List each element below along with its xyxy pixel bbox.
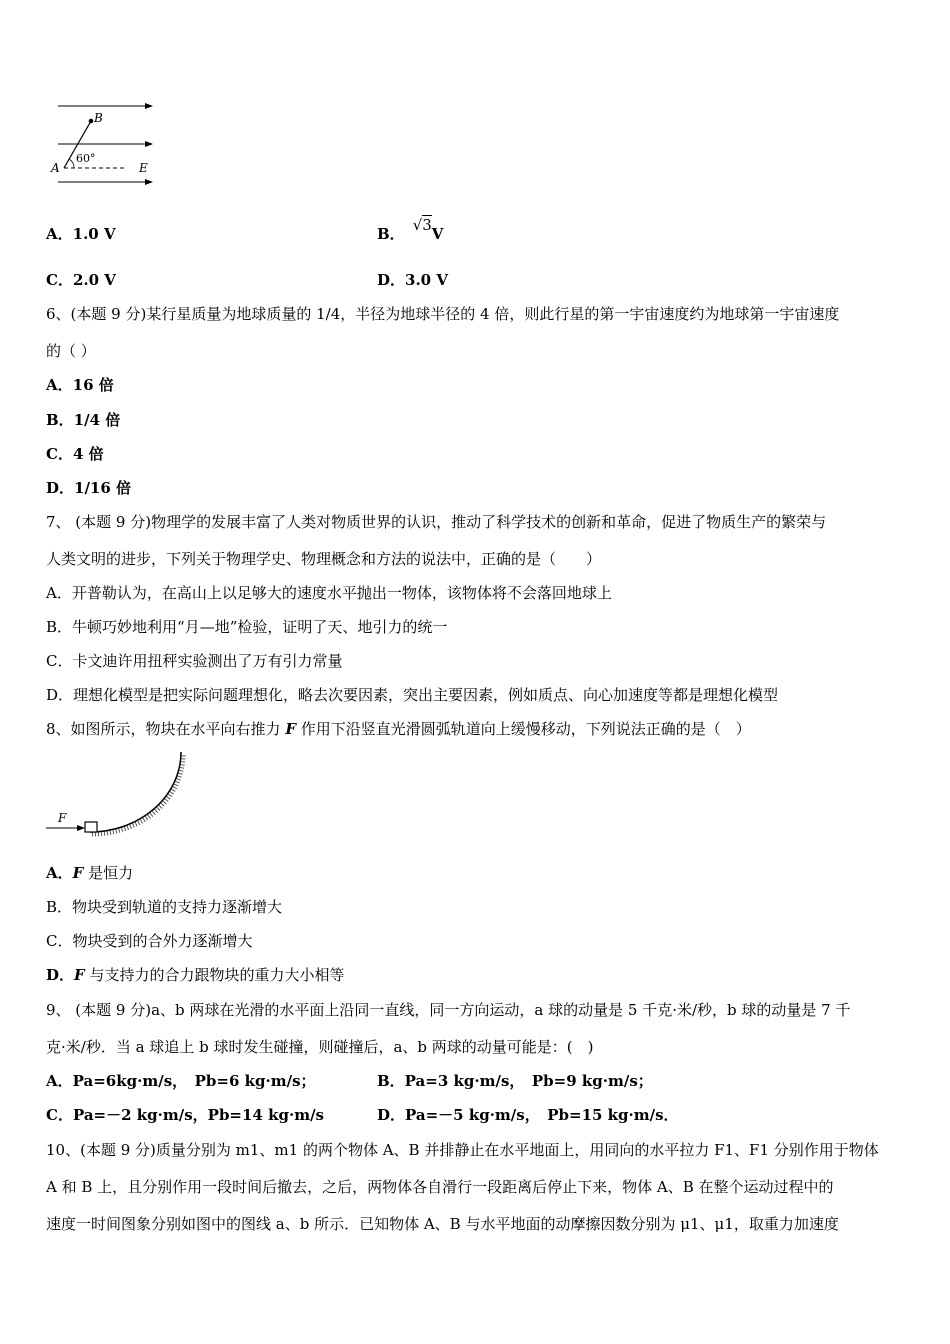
point-b [89, 119, 94, 124]
q8-option-d [46, 965, 344, 985]
q7-option-b: B．牛顿巧妙地利用“月—地”检验，证明了天、地引力的统一 [46, 618, 448, 636]
angle-label: 60° [76, 152, 96, 165]
angle-arc [69, 159, 74, 168]
q8-stem-post: 作用下沿竖直光滑圆弧轨道向上缓慢移动，下列说法正确的是（ ） [295, 720, 751, 738]
q6-stem-line1: 6、(本题 9 分)某行星质量为地球质量的 1/4，半径为地球半径的 4 倍，则此行星的第一宇宙速度约为地球第一宇宙速度 [46, 305, 840, 323]
block [85, 822, 97, 832]
arc-track [90, 752, 181, 832]
force-label: F [58, 811, 67, 825]
q5-option-b-radicand: 3 [422, 216, 432, 234]
q9-option-b: B．Pa=3 kg·m/s， Pb=9 kg·m/s； [377, 1072, 653, 1090]
q7-option-c: C．卡文迪许用扭秤实验测出了万有引力常量 [46, 652, 343, 670]
q6-option-d: D．1/16 倍 [46, 479, 132, 497]
q8-option-d-label: D． [46, 966, 75, 984]
field-diagram [48, 96, 158, 186]
q5-option-d: D．3.0 V [377, 271, 448, 289]
arc-track-diagram [44, 748, 194, 843]
q8-option-d-force: F [74, 966, 85, 984]
q8-stem-force: F [285, 720, 296, 738]
q10-stem-line3: 速度一时间图象分别如图中的图线 a、b 所示．已知物体 A、B 与水平地面的动摩擦因数分别为 μ1、μ1，取重力加速度 [46, 1215, 839, 1233]
q9-stem-line2: 克·米/秒．当 a 球追上 b 球时发生碰撞，则碰撞后，a、b 两球的动量可能是：( ) [46, 1038, 594, 1056]
q9-stem-line1: 9、 (本题 9 分)a、b 两球在光滑的水平面上沿同一直线，同一方向运动，a 球的动量是 5 千克·米/秒，b 球的动量是 7 千 [46, 1001, 851, 1019]
q5-option-c: C．2.0 V [46, 271, 116, 289]
q7-stem-line1: 7、 (本题 9 分)物理学的发展丰富了人类对物质世界的认识，推动了科学技术的创新和革命，促进了物质生产的繁荣与 [46, 513, 827, 531]
q8-option-d-text: 与支持力的合力跟物块的重力大小相等 [84, 966, 345, 984]
q8-option-c: C．物块受到的合外力逐渐增大 [46, 932, 253, 950]
label-e: E [139, 161, 148, 175]
q5-option-b-unit: V [431, 225, 444, 243]
q7-option-d: D．理想化模型是把实际问题理想化，略去次要因素，突出主要因素，例如质点、向心加速度等都是理想化模型 [46, 686, 779, 704]
q9-option-c: C．Pa=－2 kg·m/s，Pb=14 kg·m/s [46, 1106, 324, 1124]
q6-option-c: C．4 倍 [46, 445, 104, 463]
q9-option-a: A．Pa=6kg·m/s， Pb=6 kg·m/s； [46, 1072, 316, 1090]
q10-stem-line1: 10、(本题 9 分)质量分别为 m1、m1 的两个物体 A、B 并排静止在水平地面上，用同向的水平拉力 F1、F1 分别作用于物体 [46, 1141, 879, 1159]
q9-option-d: D．Pa=－5 kg·m/s， Pb=15 kg·m/s． [377, 1106, 679, 1124]
q6-stem-line2: 的（ ） [46, 342, 96, 360]
q8-option-a-text: 是恒力 [83, 864, 134, 882]
q5-option-a: A．1.0 V [46, 225, 116, 243]
sqrt-symbol: √3 [412, 216, 432, 234]
q8-option-a-label: A． [46, 864, 73, 882]
q8-stem-pre: 8、如图所示，物块在水平向右推力 [46, 720, 286, 738]
q5-option-b [377, 216, 444, 244]
label-b: B [94, 111, 103, 125]
q8-option-a [46, 863, 133, 883]
q7-stem-line2: 人类文明的进步，下列关于物理学史、物理概念和方法的说法中，正确的是（ ） [46, 550, 602, 568]
q6-option-a: A．16 倍 [46, 376, 114, 394]
q10-stem-line2: A 和 B 上，且分别作用一段时间后撤去，之后，两物体各自滑行一段距离后停止下来，物体 A、B 在整个运动过程中的 [46, 1178, 834, 1196]
q6-option-b: B．1/4 倍 [46, 411, 121, 429]
q7-option-a: A．开普勒认为，在高山上以足够大的速度水平抛出一物体，该物体将不会落回地球上 [46, 584, 612, 602]
q8-stem [46, 719, 751, 739]
q5-option-b-label: B． [377, 225, 405, 243]
track-hatching [92, 754, 183, 834]
q8-option-b: B．物块受到轨道的支持力逐渐增大 [46, 898, 283, 916]
label-a: A [51, 161, 60, 175]
q8-option-a-force: F [72, 864, 84, 882]
